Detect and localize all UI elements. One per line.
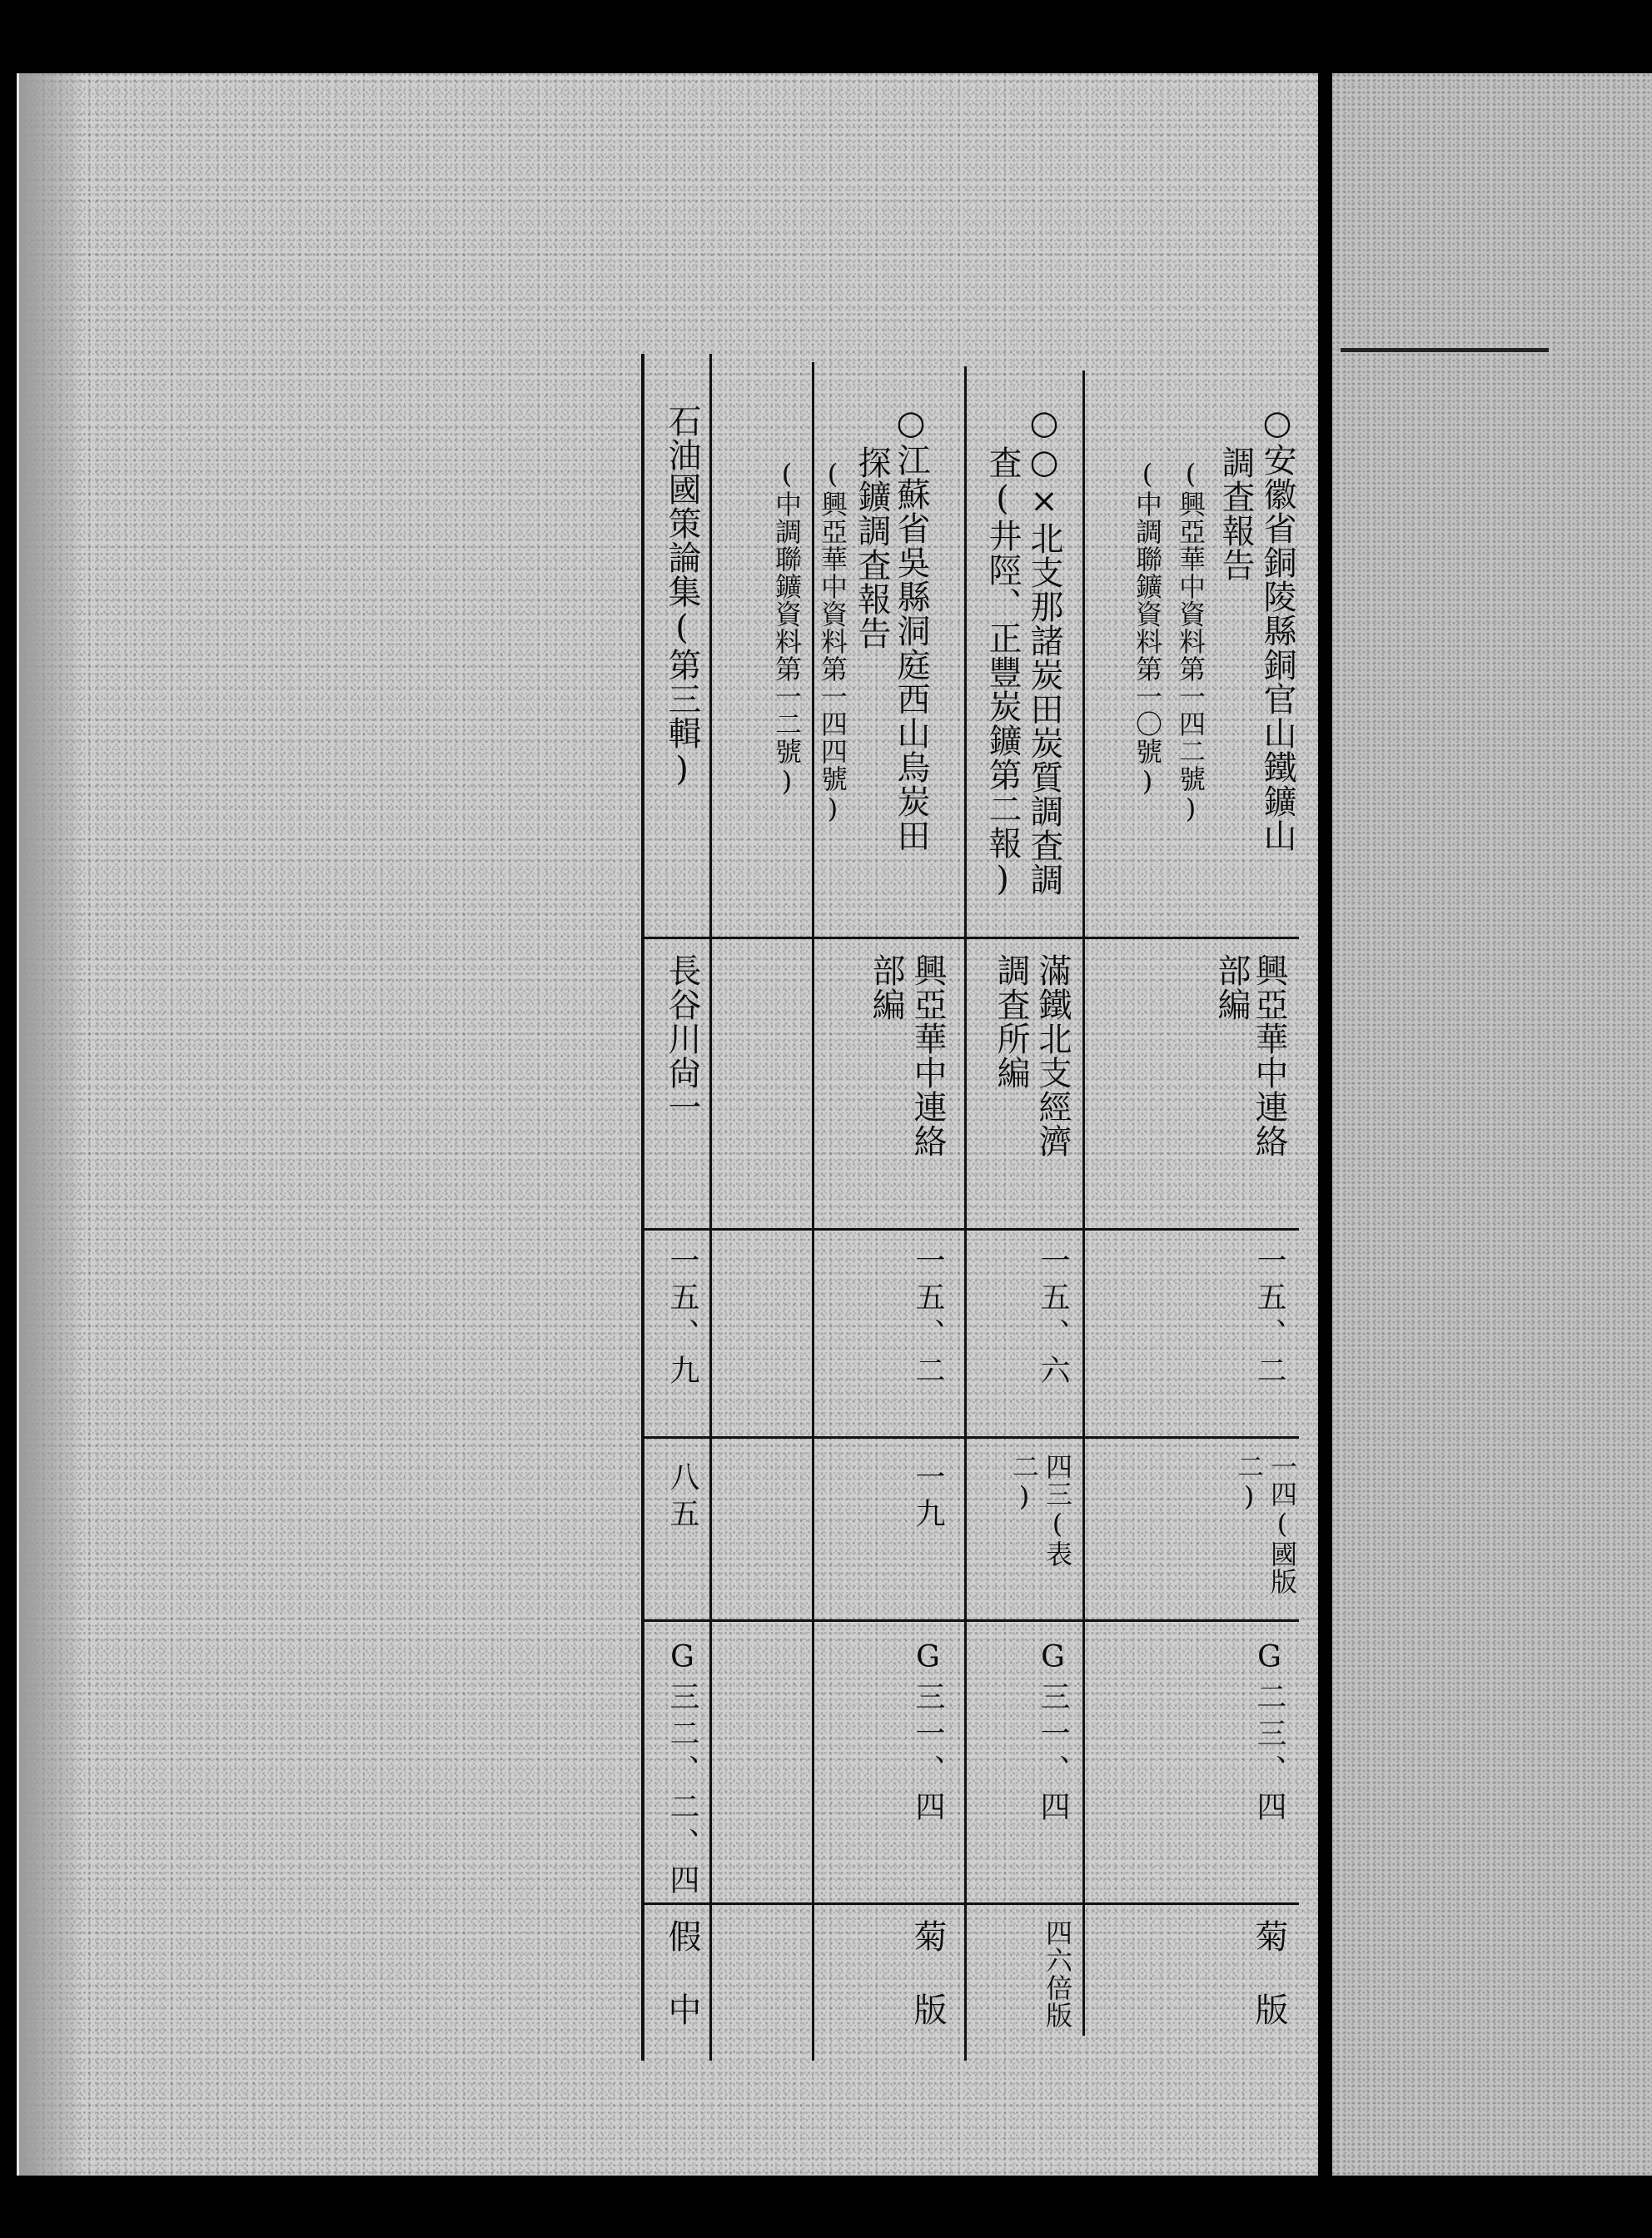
table-rule: [709, 354, 712, 2061]
entry-date: 一五、九: [665, 1245, 699, 1391]
entry-pages: 一九: [911, 1461, 945, 1534]
table-rule: [641, 937, 1299, 939]
page-edge-shadow: [19, 73, 77, 2176]
entry-pages: 八五: [665, 1461, 699, 1534]
entry-publisher: 滿鐵北支經濟: [1033, 953, 1072, 1158]
table-rule: [641, 1436, 1299, 1439]
entry-date: 一五、二: [1252, 1245, 1286, 1391]
entry-remark: 四六倍版: [1042, 1919, 1073, 2029]
entry-title: 探鑛調査報告: [853, 445, 891, 650]
entry-remark: 假 中: [663, 1919, 701, 2027]
entry-title: 査(井陘、正豐炭鑛第二報): [983, 445, 1022, 899]
entry-publisher: 調査所編: [992, 953, 1030, 1090]
table-rule: [812, 362, 814, 2061]
table-rule: [641, 1228, 1299, 1231]
entry-date: 一五、二: [911, 1245, 945, 1391]
entry-publisher: 興亞華中連絡: [1250, 953, 1288, 1158]
entry-title: 調査報告: [1217, 445, 1255, 582]
adjacent-page: [1332, 73, 1652, 2176]
entry-title: ○安徽省銅陵縣銅官山鐵鑛山: [1258, 404, 1296, 853]
catalog-table: [641, 354, 1307, 2061]
entry-pages: 一四(國版二): [1233, 1453, 1298, 1595]
entry-series: (興亞華中資料第一四四號): [817, 458, 848, 825]
table-rule: [641, 1619, 1299, 1622]
entry-title: ○○×北支那諸炭田炭質調査調: [1025, 404, 1063, 897]
entry-pages: 四三(表二): [1008, 1453, 1073, 1568]
entry-series: (興亞華中資料第一四二號): [1175, 458, 1207, 825]
entry-shelf: G三一、四: [1036, 1640, 1070, 1828]
entry-remark: 菊 版: [1250, 1919, 1288, 2027]
entry-subseries: (中調聯鑛資料第一二號): [771, 458, 803, 798]
table-rule: [641, 354, 644, 2061]
table-rule: [964, 366, 967, 2061]
entry-date: 一五、六: [1036, 1245, 1070, 1391]
entry-remark: 菊 版: [908, 1919, 947, 2027]
entry-publisher: 部編: [867, 953, 905, 1022]
entry-shelf: G三一、四: [911, 1640, 945, 1828]
table-rule: [641, 1902, 1299, 1905]
entry-publisher: 部編: [1212, 953, 1251, 1022]
entry-title: ○江蘇省吳縣洞庭西山烏炭田: [892, 404, 930, 853]
entry-shelf: G二三、四: [1252, 1640, 1286, 1828]
entry-subseries: (中調聯鑛資料第一〇號): [1132, 458, 1163, 798]
entry-shelf: G三二、二、四: [665, 1640, 699, 1901]
entry-publisher: 興亞華中連絡: [908, 953, 947, 1158]
table-rule: [1082, 371, 1085, 2036]
entry-title: 石油國策論集(第三輯): [663, 404, 701, 789]
adjacent-page-rule: [1341, 348, 1549, 352]
entry-publisher: 長谷川尙一: [663, 953, 701, 1124]
